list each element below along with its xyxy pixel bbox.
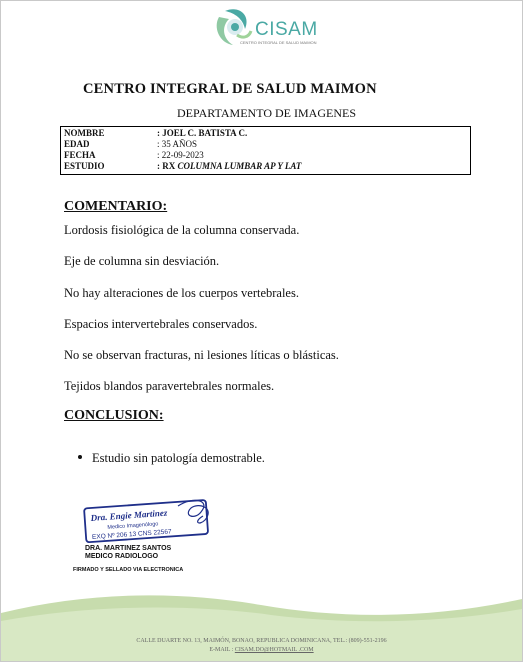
comment-line: Lordosis fisiológica de la columna conservada. bbox=[64, 223, 300, 237]
email-link[interactable]: CISAM.DO@HOTMAIL .COM bbox=[234, 647, 314, 653]
conclusion-text: Estudio sin patología demostrable. bbox=[92, 451, 265, 465]
date-label: FECHA bbox=[64, 150, 96, 160]
date-value: : 22-09-2023 bbox=[157, 150, 204, 160]
doctor-stamp bbox=[83, 496, 223, 544]
stamp-id: EXQ Nº 206 13 CNS 22567 bbox=[91, 528, 172, 541]
signature-scribble-icon bbox=[178, 500, 208, 523]
cisam-logo bbox=[211, 5, 331, 49]
logo-text: CISAM bbox=[255, 19, 318, 40]
bullet-icon bbox=[78, 455, 82, 459]
age-label: EDAD bbox=[64, 139, 90, 149]
signature-note: FIRMADO Y SELLADO VIA ELECTRONICA bbox=[73, 567, 184, 573]
study-label: ESTUDIO bbox=[64, 161, 105, 171]
comment-line: No se observan fracturas, ni lesiones líticas o blásticas. bbox=[64, 348, 339, 362]
study-name: COLUMNA LUMBAR AP Y LAT bbox=[177, 161, 302, 171]
conclusion-item bbox=[78, 451, 265, 466]
stamp-role: Medico Imagenólogo bbox=[107, 521, 159, 531]
comment-line: Espacios intervertebrales conservados. bbox=[64, 317, 258, 331]
email-label: E-MAIL : bbox=[209, 647, 234, 653]
logo-subtitle: CENTRO INTEGRAL DE SALUD MAIMON bbox=[240, 40, 317, 45]
comment-line: Tejidos blandos paravertebrales normales. bbox=[64, 379, 275, 393]
footer-email-line bbox=[1, 647, 522, 653]
stamp-name: Dra. Engie Martinez bbox=[90, 507, 168, 523]
patient-info-box bbox=[60, 126, 471, 175]
comment-line: No hay alteraciones de los cuerpos vertebrales. bbox=[64, 286, 299, 300]
study-value bbox=[157, 161, 301, 172]
footer-address: CALLE DUARTE NO. 13, MAIMÓN, BONAO, REPUBLICA DOMINICANA, TEL.: (809)-551-2196 bbox=[136, 638, 387, 644]
center-title: CENTRO INTEGRAL DE SALUD MAIMON bbox=[83, 81, 377, 97]
name-label: NOMBRE bbox=[64, 128, 105, 138]
comment-heading: COMENTARIO: bbox=[64, 199, 168, 214]
conclusion-heading: CONCLUSION: bbox=[64, 408, 164, 423]
study-prefix: : RX bbox=[157, 161, 178, 171]
doctor-role: MEDICO RADIOLOGO bbox=[85, 553, 159, 560]
department-title: DEPARTAMENTO DE IMAGENES bbox=[177, 106, 356, 120]
age-value: : 35 AÑOS bbox=[157, 139, 198, 149]
name-value: : JOEL C. BATISTA C. bbox=[157, 128, 248, 138]
comment-line: Eje de columna sin desviación. bbox=[64, 254, 220, 268]
doctor-name: DRA. MARTINEZ SANTOS bbox=[85, 545, 172, 552]
